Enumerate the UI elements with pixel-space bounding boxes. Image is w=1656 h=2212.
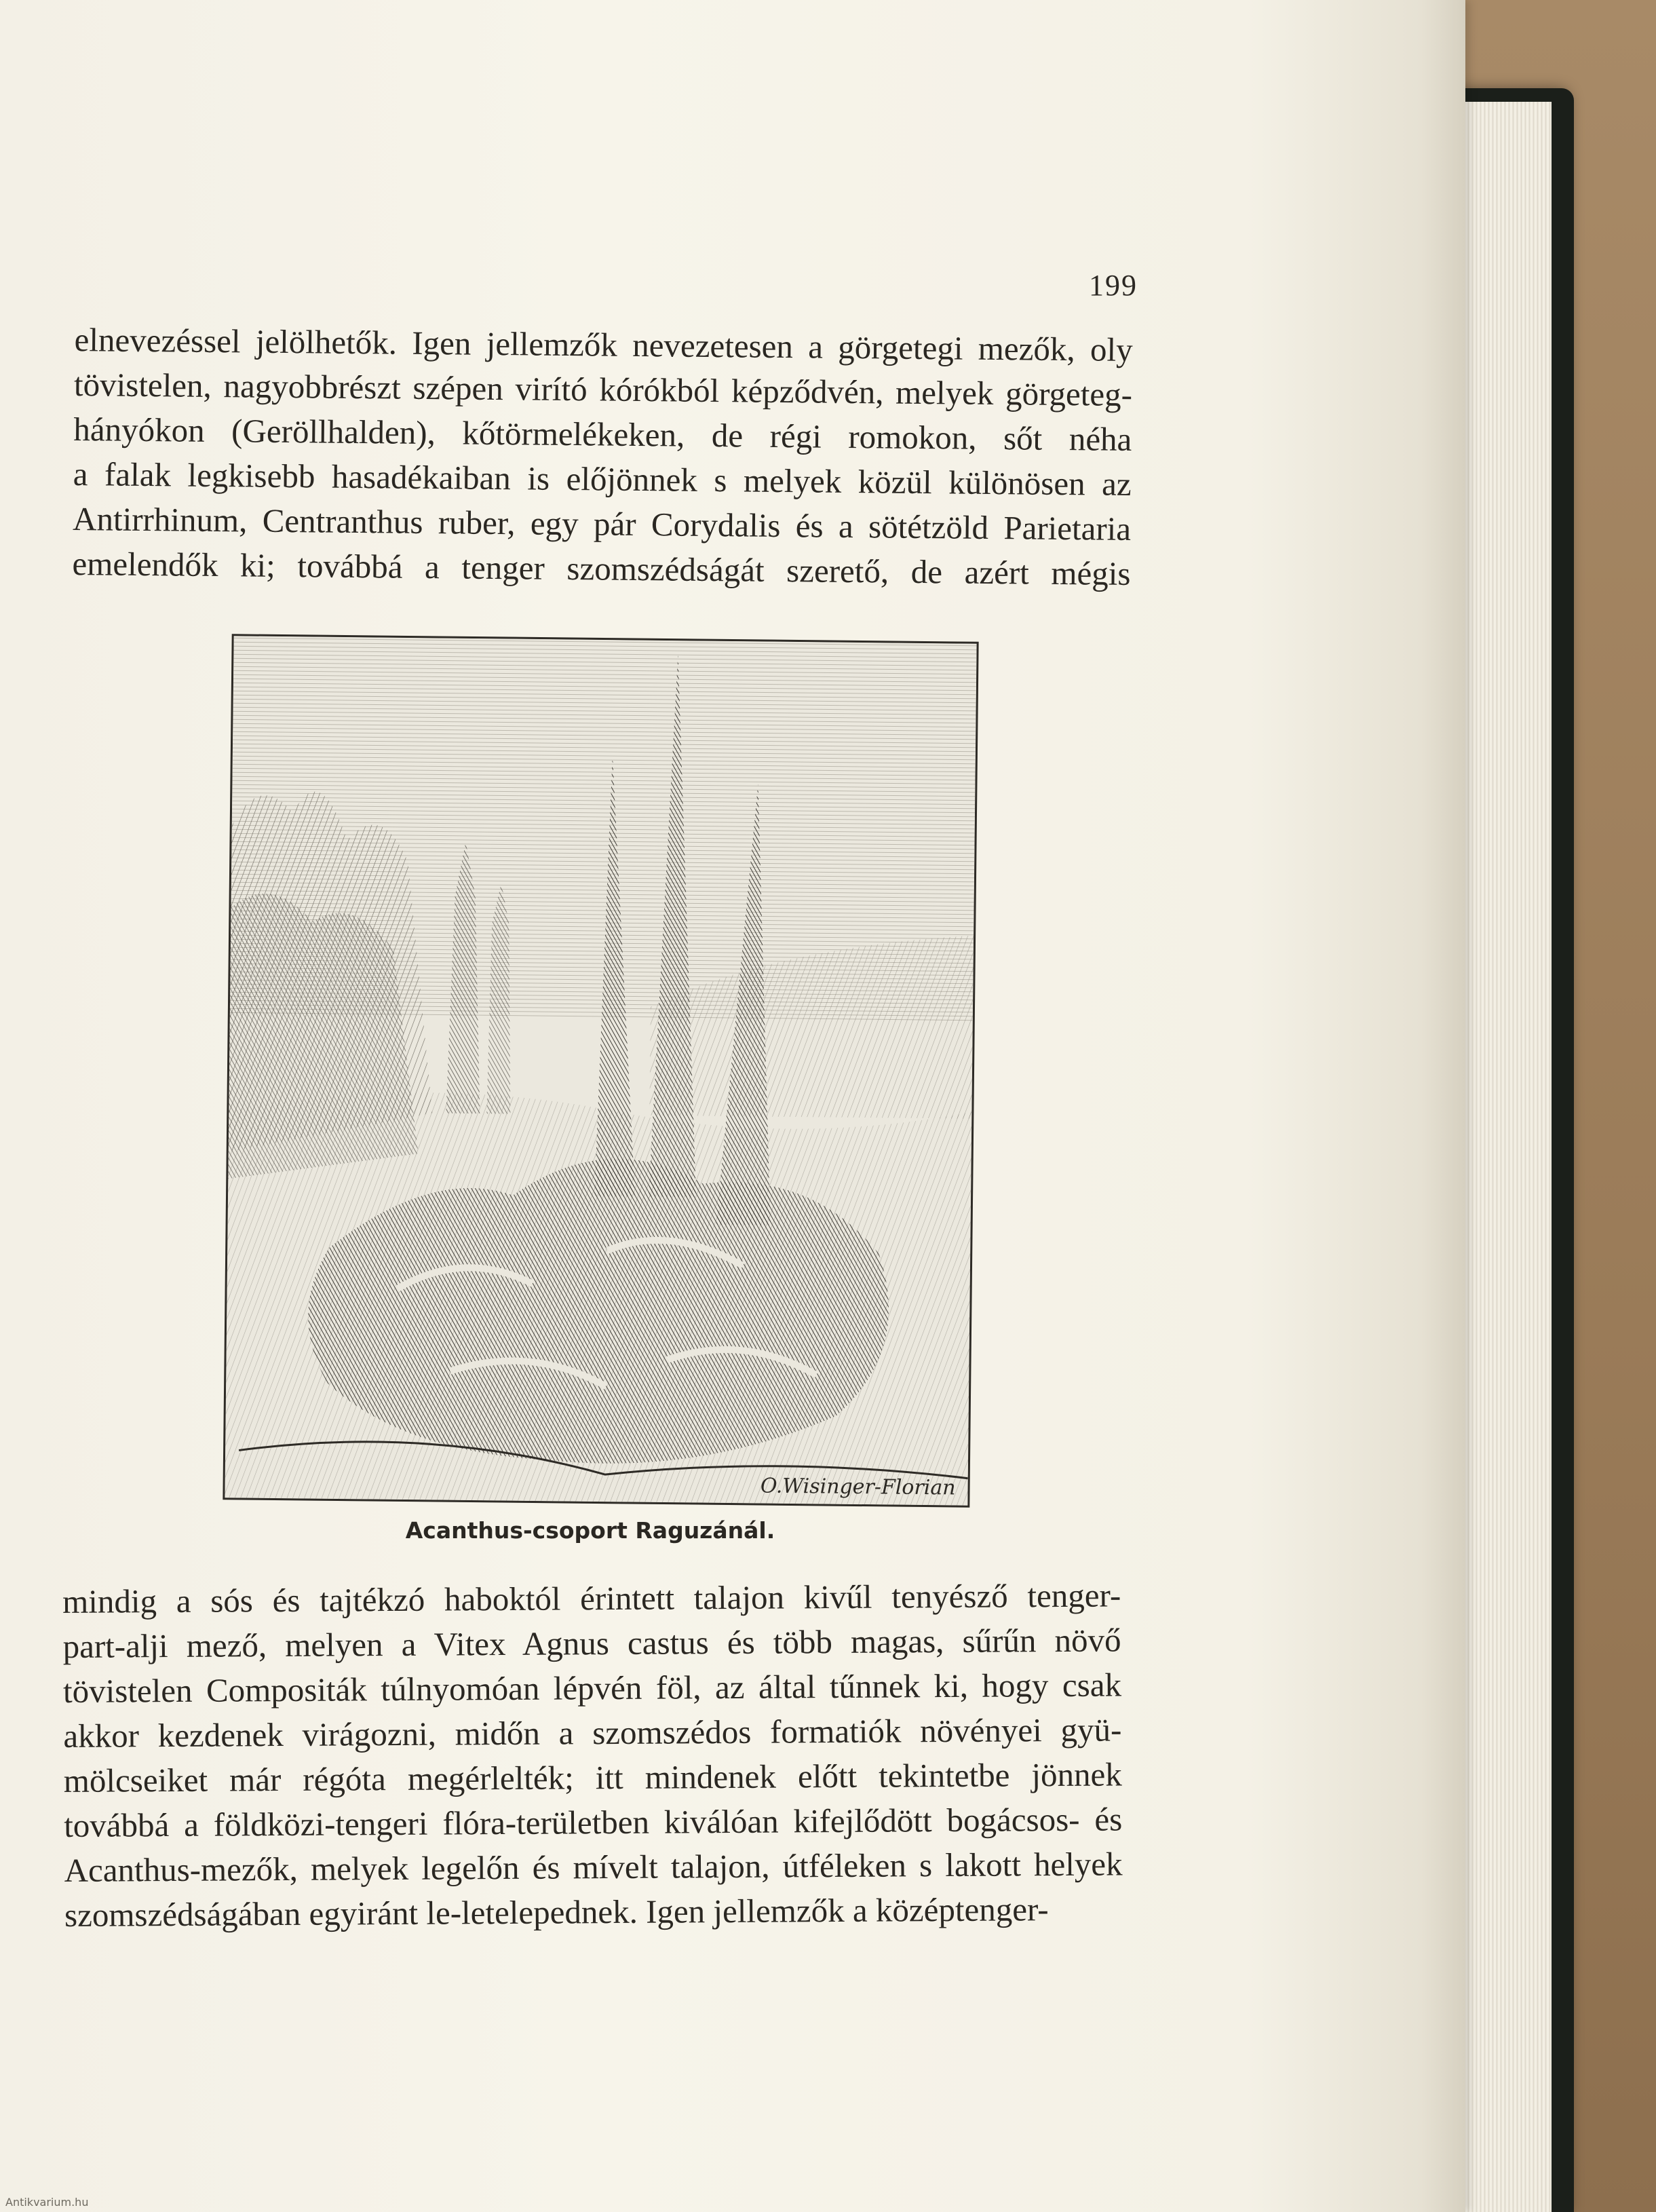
bottom-paragraph bbox=[62, 1573, 1123, 1938]
text-line: a falak legkisebb hasadékaiban is előjönnek s melyek közül különösen az bbox=[73, 455, 1132, 503]
text-line: part-alji mező, melyen a Vitex Agnus castus és több magas, sűrűn növő bbox=[62, 1621, 1121, 1665]
text-line: szomszédságában egyiránt le-letelepednek. Igen jellemzők a középtenger- bbox=[64, 1890, 1049, 1934]
text-line: tövistelen, nagyobbrészt szépen virító kórókból képződvén, melyek görgeteg- bbox=[73, 365, 1133, 413]
text-line: továbbá a földközi-tengeri flóra-területben kiválóan kifejlődött bogácsos- és bbox=[64, 1800, 1123, 1844]
text-line: Antirrhinum, Centranthus ruber, egy pár Corydalis és a sötétzöld Parietaria bbox=[72, 499, 1132, 548]
artist-signature: O.Wisinger-Florian bbox=[760, 1474, 956, 1500]
engraving-illustration bbox=[225, 636, 976, 1505]
text-line: mindig a sós és tajtékzó haboktól érintett talajon kivűl tenyésző tenger- bbox=[62, 1576, 1121, 1620]
top-paragraph bbox=[72, 318, 1133, 596]
text-line: emelendők ki; továbbá a tenger szomszédságát szerető, de azért mégis bbox=[72, 544, 1131, 592]
text-line: elnevezéssel jelölhetők. Igen jellemzők nevezetesen a görgetegi mezők, oly bbox=[74, 320, 1133, 368]
figure-caption: Acanthus-csoport Raguzánál. bbox=[405, 1517, 775, 1544]
page-number: 199 bbox=[1089, 269, 1138, 302]
text-line: mölcseiket már régóta megérlelték; itt mindenek előtt tekintetbe jönnek bbox=[63, 1755, 1122, 1799]
acanthus-engraving bbox=[223, 634, 978, 1507]
text-line: hányókon (Geröllhalden), kőtörmelékeken, de régi romokon, sőt néha bbox=[73, 410, 1132, 458]
text-line: akkor kezdenek virágozni, midőn a szomszédos formatiók növényei gyü- bbox=[63, 1711, 1122, 1755]
text-line: Acanthus-mezők, melyek legelőn és mívelt talajon, útféleken s lakott helyek bbox=[64, 1845, 1123, 1889]
text-line: tövistelen Compositák túlnyomóan lépvén föl, az által tűnnek ki, hogy csak bbox=[62, 1666, 1122, 1710]
watermark: Antikvarium.hu bbox=[5, 2196, 89, 2209]
